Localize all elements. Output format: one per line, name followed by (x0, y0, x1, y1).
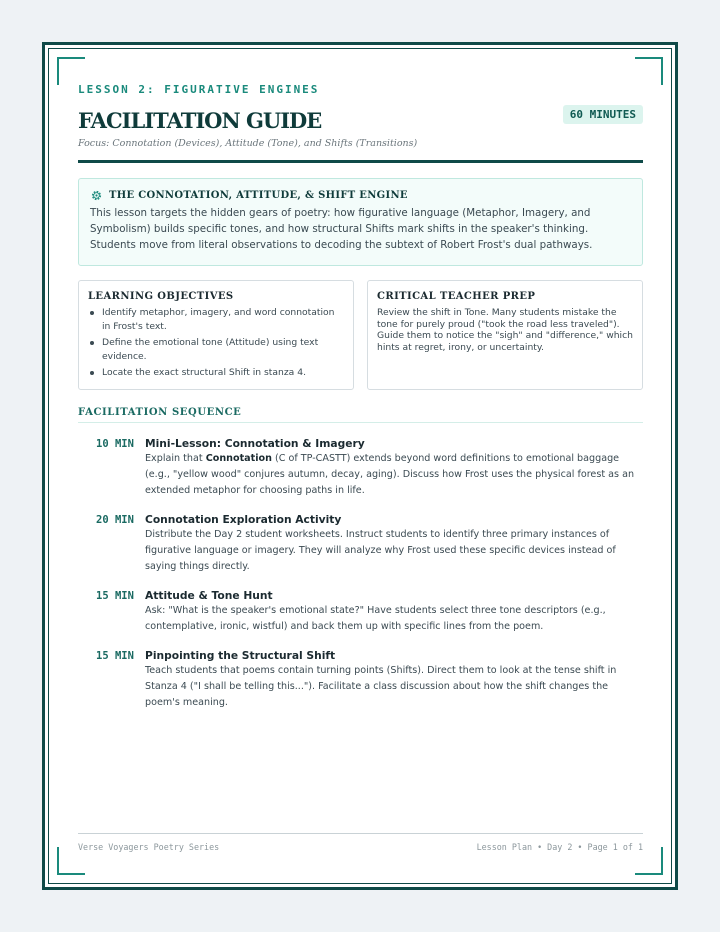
step-title: Pinpointing the Structural Shift (145, 649, 336, 662)
engine-description: This lesson targets the hidden gears of poetry: how figurative language (Metaphor, Imagery, and Symbolism) builds specific tones, and how structural Shifts mark shifts in the speaker's thinking. Students move from literal observations to decoding the subtext of Robert Frost's dual pathways. (90, 207, 593, 251)
list-item: Locate the exact structural Shift in stanza 4. (88, 366, 344, 380)
title-row (78, 108, 643, 134)
sequence-step (78, 649, 643, 711)
objectives-title: LEARNING OBJECTIVES (88, 291, 234, 302)
gear-icon (90, 189, 103, 202)
step-time: 15 MIN (96, 590, 134, 602)
step-body (145, 437, 643, 499)
step-time: 15 MIN (96, 650, 134, 662)
step-time: 20 MIN (96, 514, 134, 526)
step-title: Attitude & Tone Hunt (145, 589, 273, 602)
prep-text: Review the shift in Tone. Many students mistake the tone for purely proud ("took the road less traveled"). Guide them to notice the "sigh" and "difference," which hints at regret, irony, or uncertainty. (377, 307, 633, 353)
page-content (78, 83, 643, 711)
prep-title: CRITICAL TEACHER PREP (377, 291, 536, 302)
objectives-list (88, 306, 344, 380)
list-item: Identify metaphor, imagery, and word connotation in Frost's text. (88, 306, 344, 334)
focus-subtitle: Focus: Connotation (Devices), Attitude (Tone), and Shifts (Transitions) (78, 138, 418, 149)
step-text: Distribute the Day 2 student worksheets. Instruct students to identify three primary instances of figurative language or imagery. They will analyze why Frost used these specific devices instead of saying things directly. (145, 529, 616, 572)
info-columns (78, 280, 643, 390)
corner-ornament-top-left (57, 57, 85, 85)
step-text: Teach students that poems contain turning points (Shifts). Direct them to look at the tense shift in Stanza 4 ("I shall be telling this..."). Facilitate a class discussion about how the shift changes the poem's meaning. (145, 665, 617, 708)
engine-header (90, 189, 632, 202)
footer-page-info: Lesson Plan • Day 2 • Page 1 of 1 (476, 842, 643, 852)
step-body (145, 649, 643, 711)
step-body (145, 589, 643, 635)
sequence-divider (78, 422, 643, 423)
sequence-step (78, 589, 643, 635)
sequence-title: FACILITATION SEQUENCE (78, 407, 242, 418)
step-text: Ask: "What is the speaker's emotional state?" Have students select three tone descriptors (e.g., contemplative, ironic, wistful) and back them up with specific lines from the poem. (145, 605, 606, 632)
engine-callout (78, 178, 643, 266)
sequence-step (78, 437, 643, 499)
sequence-step (78, 513, 643, 575)
footer-series: Verse Voyagers Poetry Series (78, 842, 220, 852)
step-text-rest: (C of TP-CASTT) extends beyond word definitions to emotional baggage (e.g., "yellow wood" conjures autumn, decay, aging). Discuss how Frost uses the physical forest as an extended metaphor for choosing paths in life. (145, 453, 635, 496)
engine-title: THE CONNOTATION, ATTITUDE, & SHIFT ENGINE (109, 190, 408, 201)
step-text-term: Connotation (205, 453, 272, 464)
step-text (145, 451, 643, 499)
teacher-prep-card (367, 280, 643, 390)
page-title: FACILITATION GUIDE (78, 108, 322, 133)
step-body (145, 513, 643, 575)
page-footer (78, 833, 643, 852)
document-page (42, 42, 678, 890)
lesson-eyebrow: LESSON 2: FIGURATIVE ENGINES (78, 83, 320, 96)
step-title: Mini-Lesson: Connotation & Imagery (145, 437, 365, 450)
list-item: Define the emotional tone (Attitude) using text evidence. (88, 336, 344, 364)
duration-badge: 60 MINUTES (563, 105, 643, 124)
corner-ornament-top-right (635, 57, 663, 85)
step-time: 10 MIN (96, 438, 134, 450)
header-divider (78, 160, 643, 163)
step-title: Connotation Exploration Activity (145, 513, 342, 526)
learning-objectives-card (78, 280, 354, 390)
step-text-intro: Explain that (145, 453, 206, 464)
